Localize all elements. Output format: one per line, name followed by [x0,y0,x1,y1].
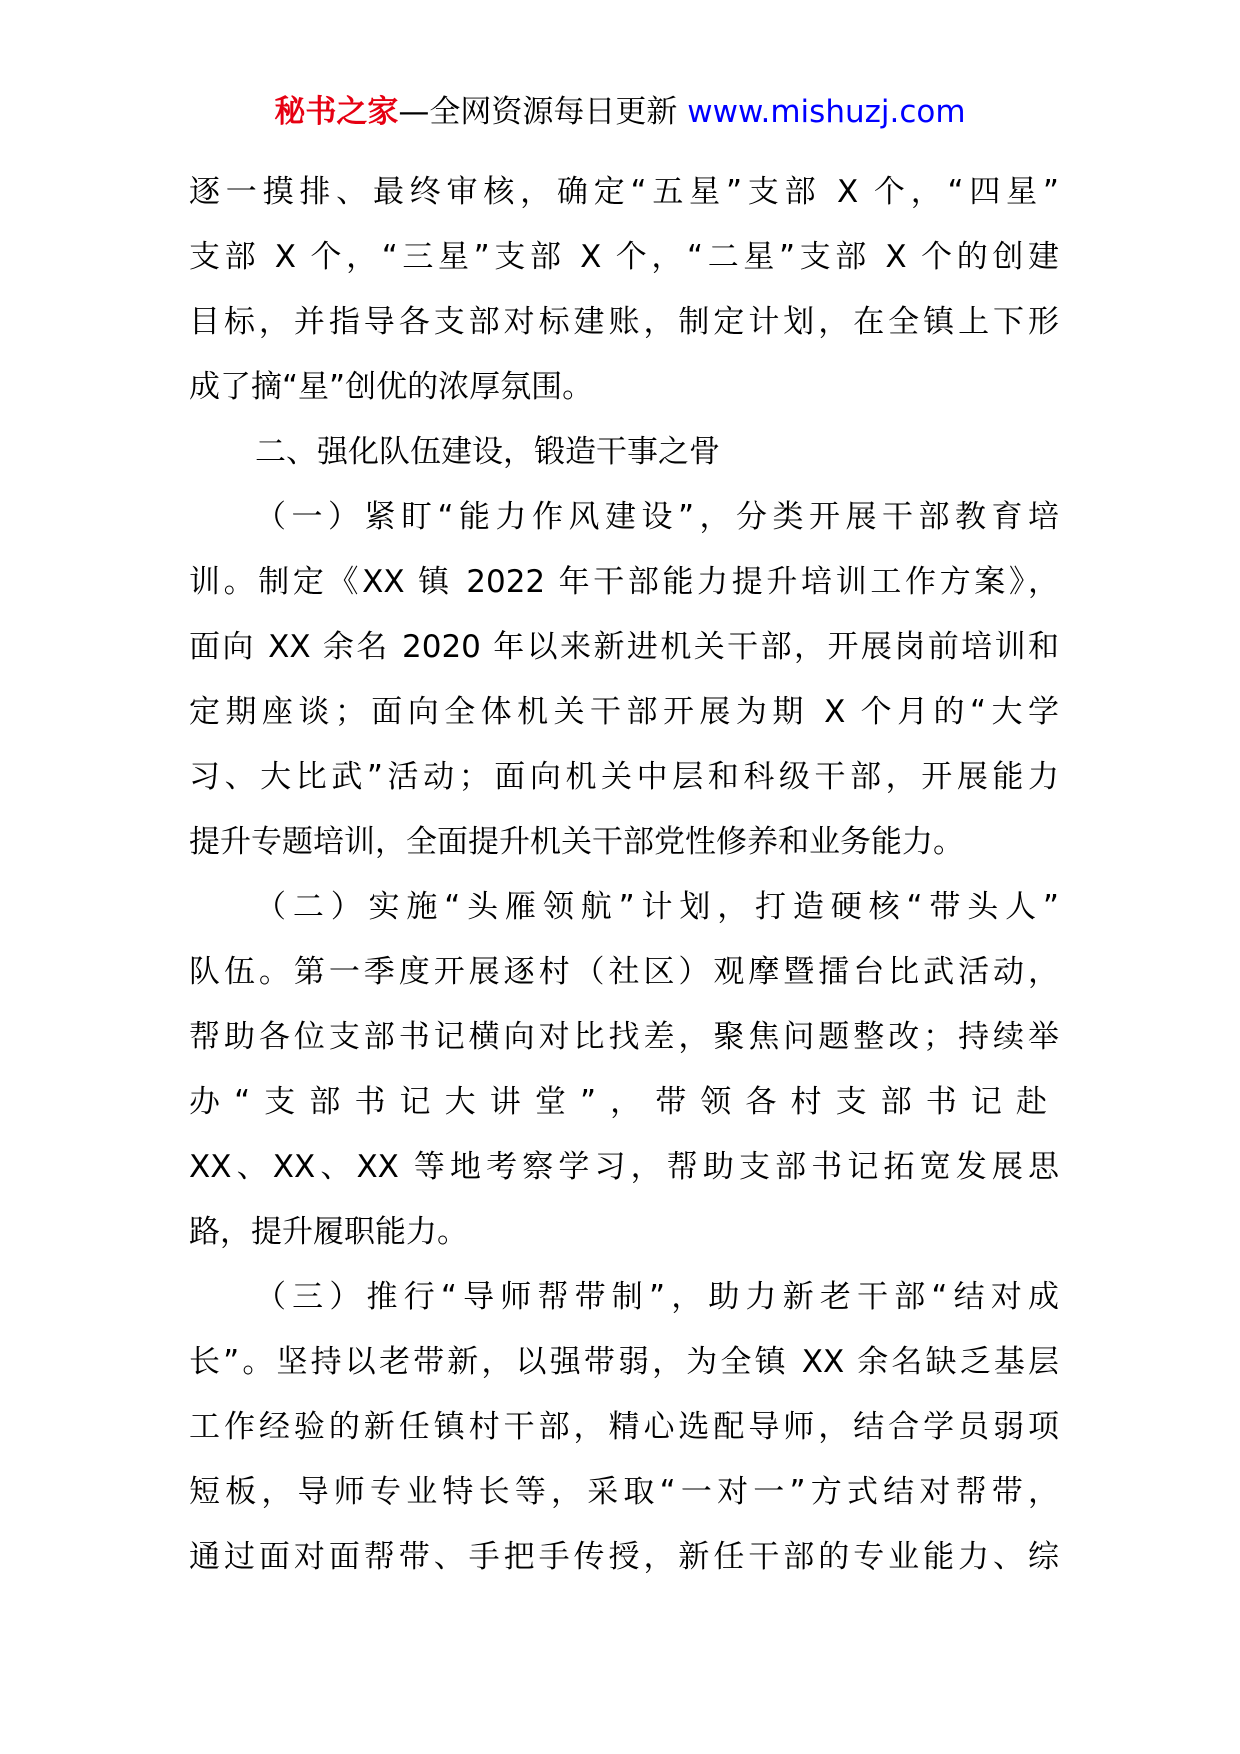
brand-name: 秘书之家 [274,94,399,130]
text-line: 成了摘“星”创优的浓厚氛围。 [189,369,594,405]
section-heading: 二、强化队伍建设，锻造干事之骨 [255,434,720,470]
text-line: XX、XX、XX 等地考察学习，帮助支部书记拓宽发展思 [189,1149,1059,1185]
text-line: 短板，导师专业特长等，采取“一对一”方式结对帮带， [189,1474,1059,1510]
text-line: 提升专题培训，全面提升机关干部党性修养和业务能力。 [189,824,964,860]
text-line: 通过面对面帮带、手把手传授，新任干部的专业能力、综 [189,1539,1059,1575]
text-line: 工作经验的新任镇村干部，精心选配导师，结合学员弱项 [189,1409,1059,1445]
text-line: 训。制定《XX 镇 2022 年干部能力提升培训工作方案》， [189,564,1059,600]
text-line: 支部 X 个，“三星”支部 X 个，“二星”支部 X 个的创建 [189,239,1059,275]
text-line: 逐一摸排、最终审核，确定“五星”支部 X 个，“四星” [189,174,1059,210]
text-line: 路，提升履职能力。 [189,1214,468,1250]
text-line: 办“支部书记大讲堂”，带领各村支部书记赴 [189,1084,1059,1120]
text-line: 定期座谈；面向全体机关干部开展为期 X 个月的“大学 [189,694,1059,730]
site-header [0,92,1240,132]
text-line: 队伍。第一季度开展逐村（社区）观摩暨擂台比武活动， [189,954,1059,990]
header-tagline: —全网资源每日更新 [398,94,688,130]
document-body [189,160,1059,1590]
text-line: 帮助各位支部书记横向对比找差，聚焦问题整改；持续举 [189,1019,1059,1055]
text-line: 目标，并指导各支部对标建账，制定计划，在全镇上下形 [189,304,1059,340]
text-line: 长”。坚持以老带新，以强带弱，为全镇 XX 余名缺乏基层 [189,1344,1059,1380]
site-url-link[interactable]: www.mishuzj.com [687,94,966,130]
text-line: 习、大比武”活动；面向机关中层和科级干部，开展能力 [189,759,1059,795]
text-line: 面向 XX 余名 2020 年以来新进机关干部，开展岗前培训和 [189,629,1059,665]
text-line: （二）实施“头雁领航”计划，打造硬核“带头人” [255,889,1059,925]
text-line: （一）紧盯“能力作风建设”，分类开展干部教育培 [255,499,1059,535]
text-line: （三）推行“导师帮带制”，助力新老干部“结对成 [255,1279,1059,1315]
